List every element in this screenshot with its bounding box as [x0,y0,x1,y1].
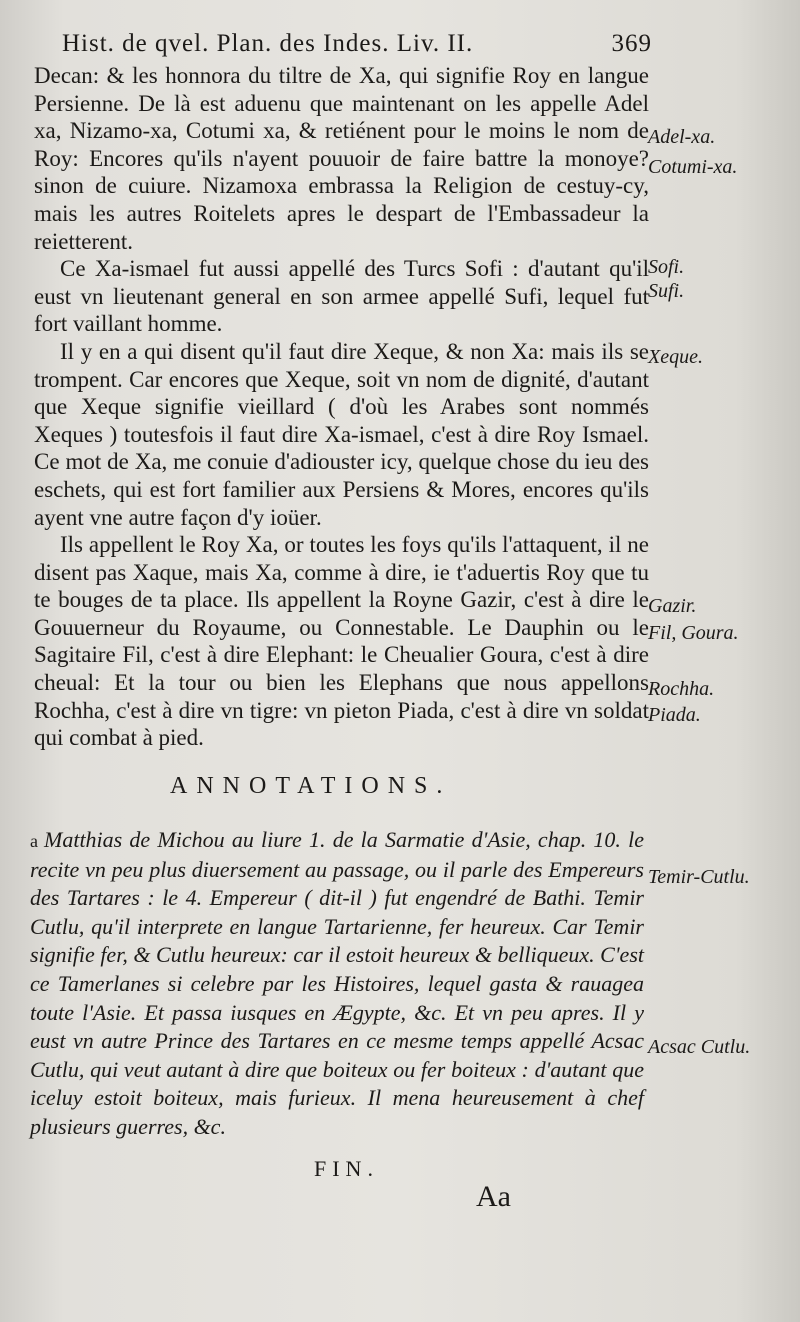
running-head-title: Hist. de qvel. Plan. des Indes. Liv. II. [62,30,474,57]
margin-note-rochha: Rochha. [648,678,715,700]
margin-note-cotumi-xa: Cotumi-xa. [648,156,738,178]
main-text [34,62,649,752]
body-paragraph: Ce Xa-ismael fut aussi appellé des Turcs Sofi : d'autant qu'il eust vn lieutenant general en son armee appellé Sufi, lequel fut fort vaillant homme. [34,256,649,337]
margin-note-fil-goura: Fil, Goura. [648,622,739,644]
margin-note-sufi: Sufi. [648,280,685,302]
annotations-heading: ANNOTATIONS. [170,773,452,799]
running-head [62,30,652,58]
margin-note-temir-cutlu: Temir-Cutlu. [648,866,750,888]
annotation-text: Matthias de Michou au liure 1. de la Sarmatie d'Asie, chap. 10. le recite vn peu plus diuersement au passage, ou il parle des Empereurs des Tartares : le 4. Empereur ( dit-il ) fut engendré de Bathi. Temir Cutlu, qu'il interprete en langue Tartarienne, fer heureux. Car Temir signifie fer, & Cutlu heureux: car il estoit heureux & belliqueux. C'est ce Tamerlanes si celebre par les Histoires, lequel gasta & rauagea toute l'Asie. Et passa iusques en Ægypte, &c. Et vn peu apres. Il y eust vn autre Prince des Tartares en ce mesme temps appellé Acsac Cutlu, qui veut autant à dire que boiteux ou fer boiteux : d'autant que iceluy estoit boiteux, mais furieux. Il mena heureusement à chef plusieurs guerres, &c. [30,827,644,1139]
fin-mark: FIN. [314,1156,379,1181]
margin-note-xeque: Xeque. [648,346,703,368]
signature-mark: Aa [476,1180,511,1213]
margin-note-acsac-cutlu: Acsac Cutlu. [648,1036,751,1058]
margin-note-adel-xa: Adel-xa. [648,126,716,148]
annotation-marker: a [30,831,38,851]
body-paragraph: Il y en a qui disent qu'il faut dire Xeque, & non Xa: mais ils se trompent. Car encores que Xeque, soit vn nom de dignité, d'autant que Xeque signifie vieillard ( d'où les Arabes sont nommés Xeques ) toutesfois il faut dire Xa-ismael, c'est à dire Roy Ismael. Ce mot de Xa, me conuie d'adiouster icy, quelque chose du ieu des eschets, qui est fort familier aux Persiens & Mores, encores qu'ils ayent vne autre façon d'y ioüer. [34,338,649,530]
page-number: 369 [611,30,652,57]
margin-note-sofi: Sofi. [648,256,685,278]
margin-note-gazir: Gazir. [648,595,697,617]
body-paragraph: Ils appellent le Roy Xa, or toutes les foys qu'ils l'attaquent, il ne disent pas Xaque, mais Xa, comme à dire, ie t'aduertis Roy que tu te bouges de ta place. Ils appellent la Royne Gazir, c'est à dire le Gouuerneur du Royaume, ou Connestable. Le Dauphin ou le Sagitaire Fil, c'est à dire Elephant: le Cheualier Goura, c'est à dire cheual: Et la tour ou bien les Elephans que nous appellons Rochha, c'est à dire vn tigre: vn pieton Piada, c'est à dire vn soldat qui combat à pied. [34,532,649,751]
margin-note-piada: Piada. [648,704,701,726]
annotation-block [30,826,644,1142]
body-paragraph: Decan: & les honnora du tiltre de Xa, qui signifie Roy en langue Persienne. De là est aduenu que maintenant on les appelle Adel xa, Nizamo-xa, Cotumi xa, & retiénent pour le moins le nom de Roy: Encores qu'ils n'ayent pouuoir de faire battre la monoye? sinon de cuiure. Nizamoxa embrassa la Religion de cestuy-cy, mais les autres Roitelets apres le despart de l'Embassadeur la reietterent. [34,63,649,254]
